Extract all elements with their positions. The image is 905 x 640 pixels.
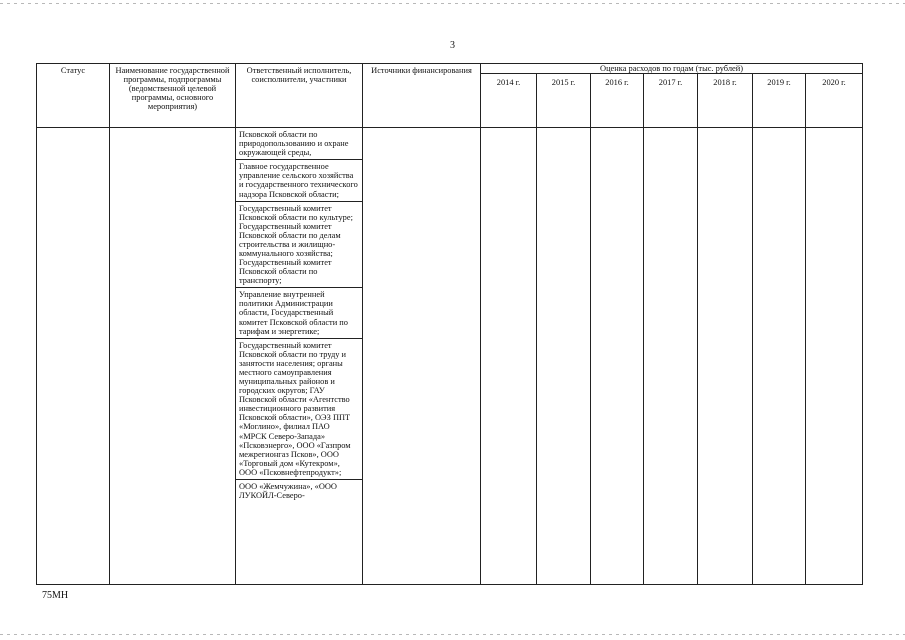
header-year-2018: 2018 г. (698, 74, 753, 128)
expense-2019-cell (753, 128, 806, 585)
header-year-2014: 2014 г. (481, 74, 537, 128)
header-executor: Ответственный исполнитель, соисполнители, участники (236, 64, 363, 128)
executor-cell (236, 128, 363, 585)
header-funding-sources: Источники финансирования (363, 64, 481, 128)
executor-entry: Государственный комитет Псковской области по труду и занятости населения; органы местного самоуправления муниципальных районов и городских округов; ГАУ Псковской области «Агентство инвестиционного развития Псковской области», ОЭЗ ППТ «Моглино», филиал ПАО «МРСК Северо-Запада» «Псковэнерго», ООО «Газпром межрегионгаз Псков», ООО «Торговый дом «Кутекром», ООО «Псковнефтепродукт»; (236, 339, 362, 480)
executor-entry: Управление внутренней политики Администрации области, Государственный комитет Псковской области по тарифам и энергетике; (236, 288, 362, 338)
executor-entry: Главное государственное управление сельского хозяйства и государственного технического надзора Псковской области; (236, 160, 362, 201)
header-year-2015: 2015 г. (537, 74, 591, 128)
scan-edge-bottom (0, 634, 905, 635)
header-expense-estimate: Оценка расходов по годам (тыс. рублей) (481, 64, 863, 74)
budget-table (36, 63, 863, 585)
expense-2015-cell (537, 128, 591, 585)
executor-entry: Псковской области по природопользованию и охране окружающей среды, (236, 128, 362, 160)
document-code: 75МН (42, 590, 69, 601)
header-program-name: Наименование государственной программы, подпрограммы (ведомственной целевой программы, основного мероприятия) (110, 64, 236, 128)
expense-2014-cell (481, 128, 537, 585)
header-status: Статус (37, 64, 110, 128)
program-name-cell (110, 128, 236, 585)
executor-entry: ООО «Жемчужина», «ООО ЛУКОЙЛ-Северо- (239, 481, 337, 500)
executor-entry: Государственный комитет Псковской области по культуре; Государственный комитет Псковской области по делам строительства и жилищно-коммунального хозяйства; Государственный комитет Псковской области по транспорту; (236, 202, 362, 289)
header-year-2020: 2020 г. (806, 74, 863, 128)
expense-2020-cell (806, 128, 863, 585)
header-year-2016: 2016 г. (591, 74, 644, 128)
funding-source-cell (363, 128, 481, 585)
scan-edge-top (0, 3, 905, 4)
table-row (37, 128, 863, 585)
expense-2018-cell (698, 128, 753, 585)
status-cell (37, 128, 110, 585)
expense-2016-cell (591, 128, 644, 585)
header-year-2019: 2019 г. (753, 74, 806, 128)
page-number: 3 (450, 40, 455, 51)
expense-2017-cell (644, 128, 698, 585)
header-year-2017: 2017 г. (644, 74, 698, 128)
